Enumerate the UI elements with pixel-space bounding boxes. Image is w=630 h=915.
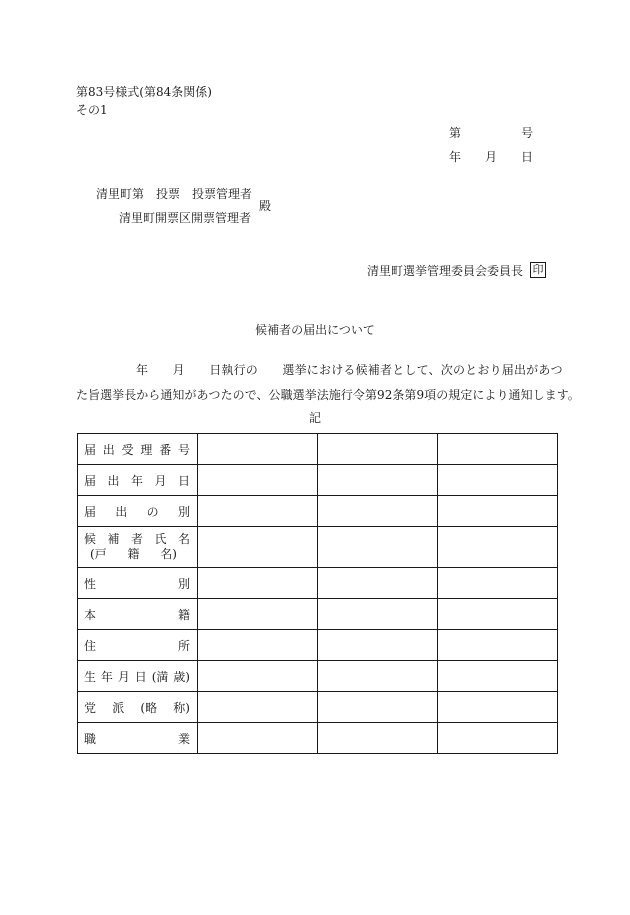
date-day-label: 日 (521, 150, 534, 164)
row-label-char: 職 (84, 731, 97, 746)
blank-entry-cell (318, 661, 438, 692)
blank-entry-cell (318, 723, 438, 754)
row-label-char: 者 (130, 532, 143, 546)
row-label-char: 出 (115, 504, 128, 519)
blank-entry-cell (198, 465, 318, 496)
row-label-cell (78, 434, 198, 465)
row-label-cell (78, 661, 198, 692)
row-label-char: 出 (107, 473, 120, 488)
row-label-char: 補 (107, 532, 120, 546)
row-label-char: 日 (134, 669, 147, 684)
row-label-cell (78, 465, 198, 496)
form-sub-number: その1 (76, 103, 108, 117)
row-label-char: 名) (160, 547, 177, 561)
blank-entry-cell (438, 568, 558, 599)
row-label-char: 名 (177, 532, 190, 546)
row-label-cell (78, 723, 198, 754)
row-occupation (78, 723, 558, 754)
blank-entry-cell (198, 723, 318, 754)
row-label-char: 月 (117, 669, 130, 684)
blank-entry-cell (438, 496, 558, 527)
row-label-char: 届 (84, 442, 97, 457)
row-label-char: 性 (84, 576, 97, 591)
row-gender (78, 568, 558, 599)
row-label-char: 称) (173, 700, 190, 715)
row-filing-date (78, 465, 558, 496)
blank-entry-cell (438, 661, 558, 692)
row-label-char: 出 (102, 442, 115, 457)
row-label-char: 籍 (127, 547, 140, 561)
row-label-cell (78, 527, 198, 568)
row-receipt-number (78, 434, 558, 465)
blank-entry-cell (318, 599, 438, 630)
row-label-char: 年 (100, 669, 113, 684)
blank-entry-cell (198, 568, 318, 599)
form-number: 第83号様式(第84条関係) (76, 85, 212, 99)
addressee-honorific: 殿 (259, 199, 272, 213)
blank-entry-cell (438, 527, 558, 568)
document-title: 候補者の届出について (255, 323, 375, 337)
row-filing-type (78, 496, 558, 527)
addressee-line-1: 清里町第 投票 投票管理者 (96, 187, 253, 201)
row-label-char: 日 (177, 473, 190, 488)
row-label-char: 籍 (177, 607, 190, 622)
row-label-char: 別 (177, 576, 190, 591)
blank-entry-cell (198, 661, 318, 692)
blank-entry-cell (318, 434, 438, 465)
blank-entry-cell (198, 692, 318, 723)
blank-entry-cell (198, 527, 318, 568)
row-label-char: 届 (84, 473, 97, 488)
doc-number-suffix: 号 (521, 126, 534, 140)
row-label-cell (78, 568, 198, 599)
blank-entry-cell (318, 496, 438, 527)
row-birth-date (78, 661, 558, 692)
row-label-char: 番 (159, 442, 172, 457)
blank-entry-cell (438, 434, 558, 465)
row-label-char: (略 (140, 700, 158, 715)
row-registered-domicile (78, 599, 558, 630)
blank-entry-cell (438, 723, 558, 754)
blank-entry-cell (198, 496, 318, 527)
blank-entry-cell (198, 630, 318, 661)
blank-entry-cell (198, 599, 318, 630)
row-label-char: 歳) (173, 669, 190, 684)
blank-entry-cell (318, 568, 438, 599)
row-label-char: 生 (84, 669, 97, 684)
row-label-char: 月 (154, 473, 167, 488)
body-text-line-1: 年 月 日執行の 選挙における候補者として、次のとおり届出があつ (136, 363, 563, 377)
sender-name: 清里町選挙管理委員会委員長 (367, 264, 524, 278)
row-label-char: の (146, 504, 159, 519)
row-label-char: 所 (177, 638, 190, 653)
blank-entry-cell (438, 692, 558, 723)
row-label-char: 年 (130, 473, 143, 488)
row-label-char: 届 (84, 504, 97, 519)
ki-marker: 記 (308, 411, 321, 425)
row-label-cell (78, 692, 198, 723)
row-label-char: 候 (84, 532, 97, 546)
row-label-char: (満 (151, 669, 169, 684)
blank-entry-cell (318, 465, 438, 496)
blank-entry-cell (318, 630, 438, 661)
row-candidate-name (78, 527, 558, 568)
row-label-cell (78, 496, 198, 527)
notification-table (77, 433, 558, 754)
row-label-char: (戸 (90, 547, 107, 561)
blank-entry-cell (318, 692, 438, 723)
row-label-char: 別 (177, 504, 190, 519)
blank-entry-cell (438, 630, 558, 661)
row-label-char: 業 (177, 731, 190, 746)
row-label-cell (78, 599, 198, 630)
blank-entry-cell (318, 527, 438, 568)
doc-number-label: 第 (449, 126, 462, 140)
blank-entry-cell (438, 599, 558, 630)
seal-mark: 印 (530, 262, 546, 278)
addressee-line-2: 清里町開票区開票管理者 (119, 211, 252, 225)
row-label-char: 党 (84, 700, 97, 715)
row-label-char: 理 (140, 442, 153, 457)
row-label-char: 受 (121, 442, 134, 457)
row-label-char: 派 (112, 700, 125, 715)
date-year-label: 年 (449, 150, 462, 164)
date-month-label: 月 (485, 150, 498, 164)
row-party (78, 692, 558, 723)
blank-entry-cell (438, 465, 558, 496)
row-address (78, 630, 558, 661)
row-label-char: 号 (177, 442, 190, 457)
blank-entry-cell (198, 434, 318, 465)
row-label-char: 住 (84, 638, 97, 653)
row-label-cell (78, 630, 198, 661)
body-text-line-2: た旨選挙長から通知があつたので、公職選挙法施行令第92条第9項の規定により通知します。 (76, 388, 580, 402)
row-label-char: 氏 (154, 532, 167, 546)
row-label-char: 本 (84, 607, 97, 622)
